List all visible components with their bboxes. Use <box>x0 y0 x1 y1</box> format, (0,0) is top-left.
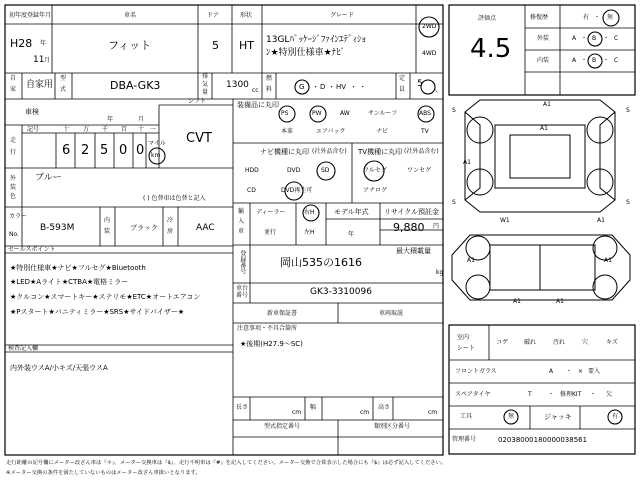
score-value: 4.5 <box>470 34 512 64</box>
inspector-label: 検査記入欄 <box>8 345 39 352</box>
diag-mark-s2: S <box>626 107 630 114</box>
sales-line-3: ★クルコン★スマートキー★ステリモ★ETC★オートエアコン <box>10 293 201 301</box>
import-parallel: 並行 <box>264 229 277 236</box>
color-value: ブルー <box>35 173 62 183</box>
cap-label-2: 員 <box>399 86 406 93</box>
unit-1: 一 <box>150 126 157 133</box>
fuel-option-d: D <box>320 83 326 91</box>
check-year-unit: 年 <box>107 116 114 123</box>
fuel-option-g: G <box>299 83 305 91</box>
tv-analog: アナログ <box>363 187 388 194</box>
unit-10: 十 <box>138 126 145 133</box>
color-note: ( ) 色替車は色替と記入 <box>143 195 206 202</box>
spare-t: T <box>528 391 532 398</box>
color-no-label: No. <box>9 231 19 238</box>
sales-label: セールスポイント <box>8 246 56 253</box>
footer-line-2: ※メーター交換の条件を満たしていないものはメーター改ざん車扱いとなります。 <box>6 470 201 476</box>
unit-100: 百 <box>121 126 128 133</box>
diag-mark-s1: S <box>452 107 456 114</box>
reg-month: 11 <box>33 55 45 65</box>
equip-abs: ABS <box>419 110 431 117</box>
seat-burn: コゲ <box>496 339 509 346</box>
seat-dirt: 汚れ <box>553 339 566 346</box>
tv-oneseg: ワンセグ <box>407 167 432 174</box>
chassis-value: GK3-3310096 <box>310 287 372 297</box>
tv-sub: (社外品含む) <box>404 148 439 155</box>
cap-value: 5 <box>417 79 423 89</box>
seat-hole: 穴 <box>582 339 589 346</box>
ext-label: 外装 <box>537 35 550 42</box>
maxload-unit: kg <box>436 269 444 276</box>
body-label: 形状 <box>240 12 253 19</box>
jack-value: 有 <box>612 413 619 420</box>
navi-sub: (社外品含む) <box>312 148 347 155</box>
height-unit: cm <box>428 409 438 416</box>
repair-label: 修復歴 <box>530 14 549 21</box>
disp-label-2: 気 <box>202 81 209 88</box>
odo-digit-1: 6 <box>62 143 71 158</box>
diag-mark-a1-back2: A1 <box>556 298 564 305</box>
run-label-1: 走 <box>10 137 17 144</box>
navi-label: ナビ機種に丸印 <box>260 148 309 156</box>
chassis-label: 車台番号 <box>236 285 249 299</box>
equip-aw: AW <box>340 110 350 117</box>
fuel-dot-2: ・ <box>328 83 335 91</box>
seat-label-1: 室内 <box>457 334 470 341</box>
tv-fullseg: フルセグ <box>363 167 387 174</box>
int-label: 内装 <box>537 57 550 64</box>
equip-ps: PS <box>281 110 289 117</box>
repair-dot: ・ <box>594 14 601 21</box>
diag-mark-a1-hood: A1 <box>540 125 548 132</box>
import-label-2: 入 <box>238 218 245 225</box>
equip-leather: 本革 <box>281 128 294 135</box>
diag-mark-a1-back: A1 <box>513 298 521 305</box>
sales-line-1: ★特別仕様車★ナビ★フルセグ★Bluetooth <box>10 264 146 272</box>
fuel-dots: ・ ・ <box>350 83 367 91</box>
unit-1k: 千 <box>102 126 109 133</box>
interior-value: ブラック <box>130 224 158 232</box>
check-month-unit: 月 <box>138 116 145 123</box>
class-number-label: 類別区分番号 <box>374 423 411 430</box>
notes-value: ★後期(H27.9〜SC) <box>240 340 303 348</box>
navi-dvd-play: DVD再生可 <box>281 187 313 194</box>
unit-kigou: 記号 <box>27 126 40 133</box>
equip-tv: TV <box>421 128 429 135</box>
manual-label: 車両取説 <box>379 310 404 317</box>
fuel-dot-1: ・ <box>312 83 319 91</box>
shift-value: CVT <box>186 131 212 146</box>
repair-no: 無 <box>607 14 614 21</box>
int-c: C <box>614 57 619 64</box>
ext-dot-2: ・ <box>603 35 610 42</box>
seat-scratch: キズ <box>606 339 618 346</box>
model-year-unit: 年 <box>348 231 355 238</box>
type-label-2: 式 <box>60 86 67 93</box>
use-label-2: 家 <box>10 86 17 93</box>
inspector-text: 内外装ウスA/小キズ/天張ウスA <box>10 364 108 372</box>
color-label-3: 色 <box>10 193 17 200</box>
glass-x: × <box>578 368 584 375</box>
ac-value: AAC <box>196 223 215 233</box>
cap-label-1: 定 <box>399 75 406 82</box>
reg-era: H28 <box>10 37 33 50</box>
unit-10k0: 十 <box>63 126 70 133</box>
drive-4wd: 4WD <box>422 50 437 57</box>
check-label: 車検 <box>25 108 39 116</box>
glass-a: A <box>549 368 554 375</box>
recycle-label: リサイクル預託金 <box>384 208 440 216</box>
diag-mark-a1-rr: A1 <box>604 257 612 264</box>
color-label-2: 装 <box>10 184 17 191</box>
run-label-2: 行 <box>10 149 17 156</box>
ext-c: C <box>614 35 619 42</box>
diag-mark-s3: S <box>452 199 456 206</box>
maxload-label: 最大積載量 <box>396 247 431 255</box>
height-label: 高さ <box>378 404 391 411</box>
warranty-label: 新車保証書 <box>267 310 298 317</box>
spare-missing: 欠 <box>606 391 613 398</box>
reg-value: 岡山535の1616 <box>280 256 362 269</box>
odo-digit-2: 2 <box>81 143 90 158</box>
reg-year-unit: 年 <box>40 40 47 47</box>
glass-label: フロントガラス <box>455 368 497 375</box>
width-label: 幅 <box>310 404 317 411</box>
int-dot-1: ・ <box>581 57 588 64</box>
equip-pw: PW <box>312 110 322 117</box>
diag-mark-a1-right: A1 <box>597 217 605 224</box>
import-label-1: 輸 <box>238 208 245 215</box>
odo-digit-3: 5 <box>100 143 109 158</box>
int-b: B <box>592 57 597 64</box>
ext-dot-1: ・ <box>581 35 588 42</box>
int-a: A <box>572 57 577 64</box>
equip-navi: ナビ <box>376 128 389 135</box>
import-label-3: 車 <box>238 228 245 235</box>
shift-label: シフト <box>188 98 207 105</box>
use-value: 自家用 <box>26 80 54 90</box>
unit-km: km <box>151 152 161 159</box>
type-value: DBA-GK3 <box>110 79 161 92</box>
glass-need: 要入 <box>588 368 601 375</box>
navi-dvd: DVD <box>287 167 301 174</box>
diag-mark-a1-left: A1 <box>463 159 471 166</box>
diag-mark-s4: S <box>626 199 630 206</box>
fuel-label-2: 料 <box>266 86 273 93</box>
car-name: フィット <box>108 39 152 52</box>
navi-hdd: HDD <box>245 167 259 174</box>
sales-line-4: ★Pスタート★バニティミラー★SRS★サイドバイザー★ <box>10 308 185 316</box>
ac-label-1: 冷 <box>167 217 174 224</box>
navi-cd: CD <box>247 187 256 194</box>
reg-month-unit: 月 <box>44 57 51 64</box>
equip-sunroof: サンルーフ <box>368 110 398 117</box>
ext-b: B <box>592 35 597 42</box>
equip-airbag: エアバック <box>316 128 346 135</box>
disp-unit: cc <box>252 87 259 94</box>
seat-tear: 破れ <box>524 339 537 346</box>
odo-digit-5: 0 <box>136 143 145 158</box>
mgmt-value: 02038000180000038561 <box>498 436 588 444</box>
tools-value: 無 <box>508 413 515 420</box>
fuel-label-1: 燃 <box>266 75 273 82</box>
type-label-1: 型 <box>60 75 67 82</box>
navi-sd: SD <box>321 167 330 174</box>
footer-line-1: 走行距離の記号欄にメーター改ざん車は『＊』、メーター交換車は『$』、走行不明車は『#』を記入してください。メーター交換で合算表示した場合にも『$』は必ず記入してください。 <box>6 460 447 466</box>
drive-2wd: 2WD <box>422 23 437 30</box>
spare-label: スペアタイヤ <box>455 391 491 398</box>
use-label-1: 自 <box>10 75 17 82</box>
disp-label-3: 量 <box>202 89 209 96</box>
width-unit: cm <box>360 409 370 416</box>
tv-label: TV機種に丸印 <box>358 148 403 156</box>
reg-label: 登録番号 <box>238 250 246 274</box>
door-label: ドア <box>207 12 219 19</box>
reg-year-label: 初年度登録年月 <box>9 12 52 19</box>
fuel-option-hv: HV <box>336 83 347 91</box>
grade-line-1: 13GLﾊﾟｯｹｰｼﾞﾌｧｲﾝｴﾃﾞｨｼｮ <box>266 35 366 45</box>
length-unit: cm <box>292 409 302 416</box>
interior-label-1: 内 <box>104 217 111 224</box>
car-name-label: 車名 <box>124 12 137 19</box>
diag-mark-w1: W1 <box>500 217 510 224</box>
spare-kit: 修理KIT <box>560 391 582 398</box>
diag-mark-a1-rl: A1 <box>467 257 475 264</box>
recycle-value: 9,880 <box>393 221 425 234</box>
unit-10k: 万 <box>83 126 90 133</box>
jack-label: ジャッキ <box>544 413 572 421</box>
int-dot-2: ・ <box>603 57 610 64</box>
glass-dot: ・ <box>566 368 573 375</box>
grade-label: グレード <box>330 12 355 19</box>
seat-label-2: シート <box>457 345 476 352</box>
type-number-label: 型式指定番号 <box>264 423 301 430</box>
equip-label: 装備品に丸印 <box>237 101 279 109</box>
door-count: 5 <box>212 39 219 52</box>
sales-line-2: ★LED★Aライト★CTBA★電格ミラー <box>10 278 129 286</box>
color-label-1: 外 <box>10 175 17 182</box>
interior-label-2: 装 <box>104 228 111 235</box>
unit-mile: マイル <box>148 140 166 147</box>
disp-value: 1300 <box>226 80 249 90</box>
spare-dot1: ・ <box>548 391 555 398</box>
recycle-unit: 円 <box>433 223 440 230</box>
disp-label-1: 排 <box>202 73 209 80</box>
handle-right: 右H <box>304 209 315 216</box>
body-type: HT <box>239 39 254 52</box>
odo-digit-4: 0 <box>119 143 128 158</box>
model-year-label: モデル年式 <box>334 208 369 216</box>
score-label: 評価点 <box>478 15 497 22</box>
length-label: 長さ <box>236 404 249 411</box>
ac-label-2: 房 <box>167 228 174 235</box>
ext-a: A <box>572 35 577 42</box>
color-code-label: カラー <box>9 213 28 220</box>
repair-yes: 有 <box>583 14 590 21</box>
handle-left: 左H <box>304 229 315 236</box>
tools-label: 工具 <box>460 413 473 420</box>
import-dealer: ディーラー <box>256 209 286 216</box>
spare-dot2: ・ <box>590 391 597 398</box>
diag-mark-a1-front: A1 <box>543 101 551 108</box>
cap-unit: 人 <box>432 87 439 94</box>
notes-label: 注意事項・不具合箇所 <box>237 325 298 332</box>
grade-line-2: ﾝ★特別仕様車★ﾅﾋﾞ <box>266 48 346 58</box>
mgmt-label: 管理番号 <box>452 436 477 443</box>
color-code-value: B-593M <box>40 223 75 233</box>
